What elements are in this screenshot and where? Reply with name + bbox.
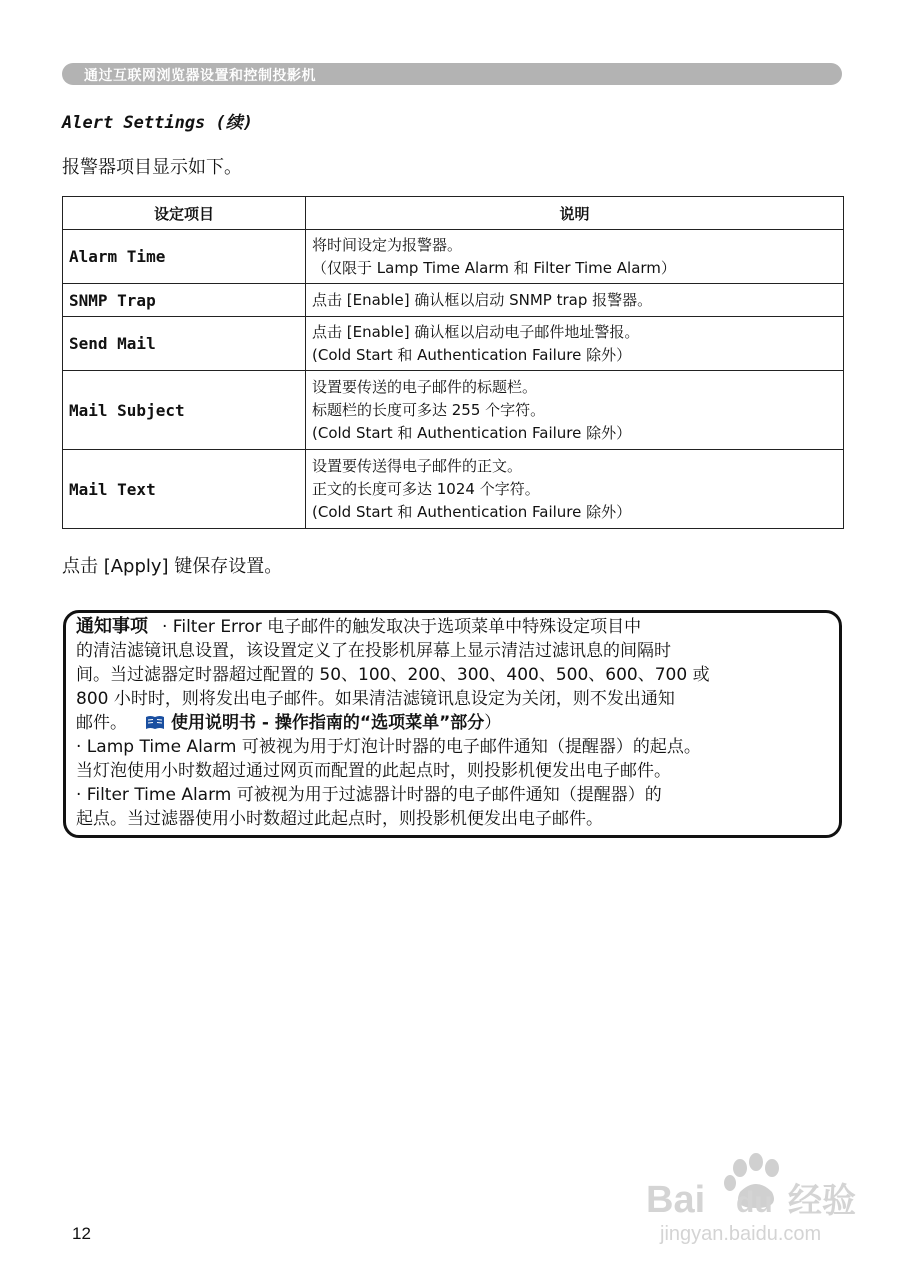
watermark-brand: Bai (646, 1179, 706, 1221)
book-icon (145, 713, 165, 728)
notice-line: 间。当过滤器定时器超过配置的 50、100、200、300、400、500、600、700 或 (76, 665, 710, 685)
notice-line: · Lamp Time Alarm 可被视为用于灯泡计时器的电子邮件通知（提醒器）的起点。 (76, 737, 701, 757)
column-header-item: 设定项目 (63, 197, 306, 230)
description-line: 将时间设定为报警器。 (312, 235, 463, 254)
setting-description (306, 371, 844, 450)
section-title: Alert Settings (续) (62, 113, 253, 133)
notice-label: 通知事项 (76, 616, 148, 637)
manual-reference: 使用说明书 - 操作指南的“选项菜单”部分 (171, 713, 485, 733)
watermark-cn: 经验 (788, 1181, 856, 1221)
notice-line: 起点。当过滤器使用小时数超过此起点时，则投影机便发出电子邮件。 (76, 809, 603, 829)
description-line: 点击 [Enable] 确认框以启动电子邮件地址警报。 (312, 322, 640, 341)
table-row (63, 371, 844, 450)
chapter-title: 通过互联网浏览器设置和控制投影机 (84, 68, 316, 84)
page-number: 12 (72, 1224, 91, 1243)
intro-text: 报警器项目显示如下。 (62, 157, 242, 178)
notice-line: 当灯泡使用小时数超过通过网页而配置的此起点时，则投影机便发出电子邮件。 (76, 761, 671, 781)
reference-close: ） (484, 713, 502, 733)
description-line: （仅限于 Lamp Time Alarm 和 Filter Time Alarm） (312, 258, 676, 277)
description-line: 正文的长度可多达 1024 个字符。 (312, 479, 540, 498)
notice-line (76, 711, 829, 735)
description-line: (Cold Start 和 Authentication Failure 除外） (312, 502, 632, 521)
notice-line: 的清洁滤镜讯息设置，该设置定义了在投影机屏幕上显示清洁过滤讯息的间隔时 (76, 641, 671, 661)
description-line: 设置要传送的电子邮件的标题栏。 (312, 377, 538, 396)
table-header-row (63, 197, 844, 230)
notice-text: · Filter Error 电子邮件的触发取决于选项菜单中特殊设定项目中 (162, 617, 642, 637)
setting-description (306, 230, 844, 284)
setting-item-name: Mail Text (63, 450, 306, 529)
table-row (63, 317, 844, 371)
setting-description (306, 450, 844, 529)
description-line: 标题栏的长度可多达 255 个字符。 (312, 400, 546, 419)
setting-description (306, 284, 844, 317)
chapter-header-bar (62, 63, 842, 85)
notice-line: 800 小时时，则将发出电子邮件。如果清洁滤镜讯息设定为关闭，则不发出通知 (76, 689, 675, 709)
setting-item-name: Mail Subject (63, 371, 306, 450)
setting-item-name: SNMP Trap (63, 284, 306, 317)
watermark-brand-du: du (736, 1186, 773, 1219)
setting-item-name: Send Mail (63, 317, 306, 371)
description-line: 点击 [Enable] 确认框以启动 SNMP trap 报警器。 (312, 290, 653, 309)
notice-line (76, 615, 829, 639)
baidu-watermark (640, 1150, 880, 1250)
watermark-url: jingyan.baidu.com (660, 1223, 822, 1245)
description-line: (Cold Start 和 Authentication Failure 除外） (312, 345, 632, 364)
apply-note: 点击 [Apply] 键保存设置。 (62, 556, 283, 577)
setting-item-name: Alarm Time (63, 230, 306, 284)
column-header-description: 说明 (306, 197, 844, 230)
description-line: (Cold Start 和 Authentication Failure 除外） (312, 423, 632, 442)
notice-box (63, 610, 842, 838)
setting-description (306, 317, 844, 371)
table-row (63, 450, 844, 529)
alert-settings-table (62, 196, 844, 529)
table-row (63, 230, 844, 284)
notice-text: 邮件。 (76, 713, 127, 733)
description-line: 设置要传送得电子邮件的正文。 (312, 456, 523, 475)
notice-line: · Filter Time Alarm 可被视为用于过滤器计时器的电子邮件通知（提醒器）的 (76, 785, 662, 805)
table-row (63, 284, 844, 317)
